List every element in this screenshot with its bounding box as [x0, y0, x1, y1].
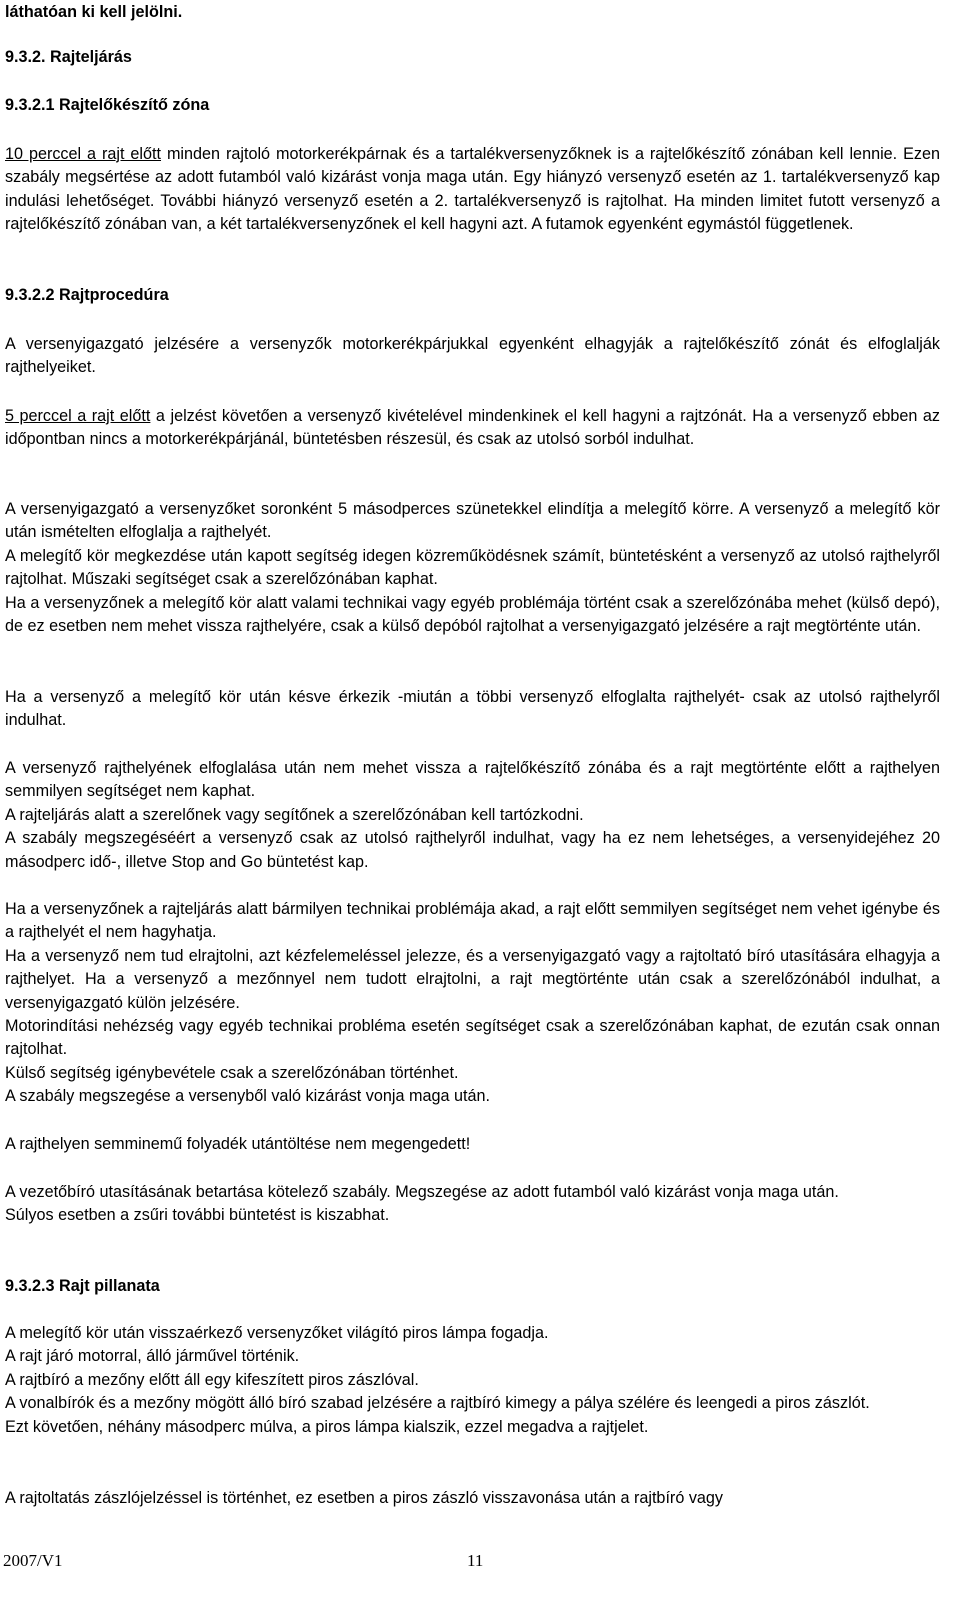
paragraph-folyadek: A rajthelyen semminemű folyadék utántöltése nem megengedett! [5, 1135, 471, 1153]
paragraph-line: A rajt járó motorral, álló járművel történik. [5, 1347, 300, 1366]
paragraph-keses: Ha a versenyző a melegítő kör után késve érkezik -miután a többi versenyző elfoglalta rajthelyét- csak az utolsó rajthelyről indulhat. [5, 688, 940, 730]
paragraph-group-rajt-pillanata [5, 1322, 940, 1439]
paragraph-line: A melegítő kör után visszaérkező versenyzőket világító piros lámpa fogadja. [5, 1324, 549, 1342]
footer-version: 2007/V1 [3, 1551, 63, 1570]
paragraph-line: A vezetőbíró utasításának betartása kötelező szabály. Megszegése az adott futamból való kizárást vonja maga után. [5, 1183, 839, 1201]
paragraph-rajtprocedura: A versenyigazgató jelzésére a versenyzők motorkerékpárjukkal egyenként elhagyják a rajtelőkészítő zónát és elfoglalják rajthelyeiket. [5, 335, 940, 377]
paragraph-group-vezetobiro [5, 1181, 940, 1228]
paragraph-line: A versenyigazgató a versenyzőket soronként 5 másodperces szünetekkel elindítja a melegítő körre. A versenyző a melegítő kör után ismételten elfoglalja a rajthelyét. [5, 500, 940, 542]
paragraph-line: Ha a versenyzőnek a melegítő kör alatt valami technikai vagy egyéb problémája történt csak a szerelőzónába mehet (külső depó), de ez esetben nem mehet vissza rajthelyére, csak a külső depóból rajtolhat a versenyigazgató jelzésére a rajt megtörténte után. [5, 593, 940, 636]
underlined-time: 10 perccel a rajt előtt [5, 145, 162, 163]
paragraph-line: Ha a versenyző nem tud elrajtolni, azt kézfelemeléssel jelezze, és a versenyigazgató vagy a rajtoltató bíró utasítására elhagyja a rajthelyet. Ha a versenyző a mezőnnyel nem tudott elrajtolni, a rajt megtörténte után csak a szerelőzónából indulhat, a versenyigazgató külön jelzésére. [5, 946, 940, 1012]
heading-9-3-2-1: 9.3.2.1 Rajtelőkészítő zóna [5, 96, 210, 114]
paragraph-group-melegito [5, 498, 940, 638]
paragraph-line: A rajteljárás alatt a szerelőnek vagy segítőnek a szerelőzónában kell tartózkodni. [5, 805, 584, 824]
heading-9-3-2-2: 9.3.2.2 Rajtprocedúra [5, 286, 169, 304]
paragraph-group-technikai [5, 898, 940, 1109]
top-line: láthatóan ki kell jelölni. [5, 3, 183, 21]
paragraph-line: A szabály megszegése a versenyből való kizárást vonja maga után. [5, 1087, 490, 1106]
paragraph-line: A szabály megszegéséért a versenyző csak az utolsó rajthelyről indulhat, vagy ha ez nem lehetséges, a versenyidejéhez 20 másodperc idő-, illetve Stop and Go büntetést kap. [5, 829, 940, 871]
heading-9-3-2: 9.3.2. Rajteljárás [5, 48, 132, 66]
paragraph-line: Ha a versenyzőnek a rajteljárás alatt bármilyen technikai problémája akad, a rajt előtt semmilyen segítséget nem vehet igénybe és a rajthelyét el nem hagyhatja. [5, 900, 940, 942]
paragraph-line: A versenyző rajthelyének elfoglalása után nem mehet vissza a rajtelőkészítő zónába és a rajt megtörténte előtt a rajthelyen semmilyen segítséget nem kaphat. [5, 759, 940, 801]
paragraph-line: Motorindítási nehézség vagy egyéb technikai probléma esetén segítséget csak a szerelőzónában kaphat, de ezután csak onnan rajtolhat. [5, 1017, 940, 1059]
heading-9-3-2-3: 9.3.2.3 Rajt pillanata [5, 1277, 160, 1295]
paragraph-line: A vonalbírók és a mezőny mögött álló bíró szabad jelzésére a rajtbíró kimegy a pálya szélére és leengedi a piros zászlót. [5, 1394, 870, 1413]
paragraph-line: A rajtbíró a mezőny előtt áll egy kifeszített piros zászlóval. [5, 1370, 419, 1389]
paragraph-5-perccel: 5 perccel a rajt előtt a jelzést követően a versenyző kivételével mindenkinek el kell hagyni a rajtzónát. Ha a versenyző ebben az időpontban nincs a motorkerékpárjánál, büntetésben részesül, és csak az utolsó sorból indulhat. [5, 407, 940, 449]
paragraph-line: Külső segítség igénybevétele csak a szerelőzónában történhet. [5, 1063, 459, 1082]
page-number: 11 [467, 1551, 484, 1570]
page-footer [3, 1549, 943, 1579]
paragraph-rajtelokeszito: 10 perccel a rajt előtt minden rajtoló motorkerékpárnak és a tartalékversenyzőknek is a rajtelőkészítő zónában kell lennie. Ezen szabály megsértése az adott futamból való kizárást vonja maga után. Egy hiányzó versenyző esetén az 1. tartalékversenyző kap indulási lehetőséget. További hiányzó versenyző esetén a 2. tartalékversenyző is rajtolhat. Ha minden limitet futott versenyző a rajtelőkészítő zónában van, a két tartalékversenyzőnek el kell hagyni azt. A futamok egyenként egymástól függetlenek. [5, 145, 941, 234]
paragraph-line: A melegítő kör megkezdése után kapott segítség idegen közreműködésnek számít, büntetésként a versenyző az utolsó rajthelyről rajtolhat. Műszaki segítséget csak a szerelőzónában kaphat. [5, 546, 940, 589]
paragraph-line: Ezt követően, néhány másodperc múlva, a piros lámpa kialszik, ezzel megadva a rajtjelet. [5, 1417, 649, 1436]
underlined-time: 5 perccel a rajt előtt [5, 407, 151, 425]
paragraph-line: Súlyos esetben a zsűri további büntetést is kiszabhat. [5, 1206, 390, 1225]
paragraph-group-rajthely [5, 757, 940, 874]
paragraph-zaszlojelzes: A rajtoltatás zászlójelzéssel is történhet, ez esetben a piros zászló visszavonása után a rajtbíró vagy [5, 1489, 724, 1507]
